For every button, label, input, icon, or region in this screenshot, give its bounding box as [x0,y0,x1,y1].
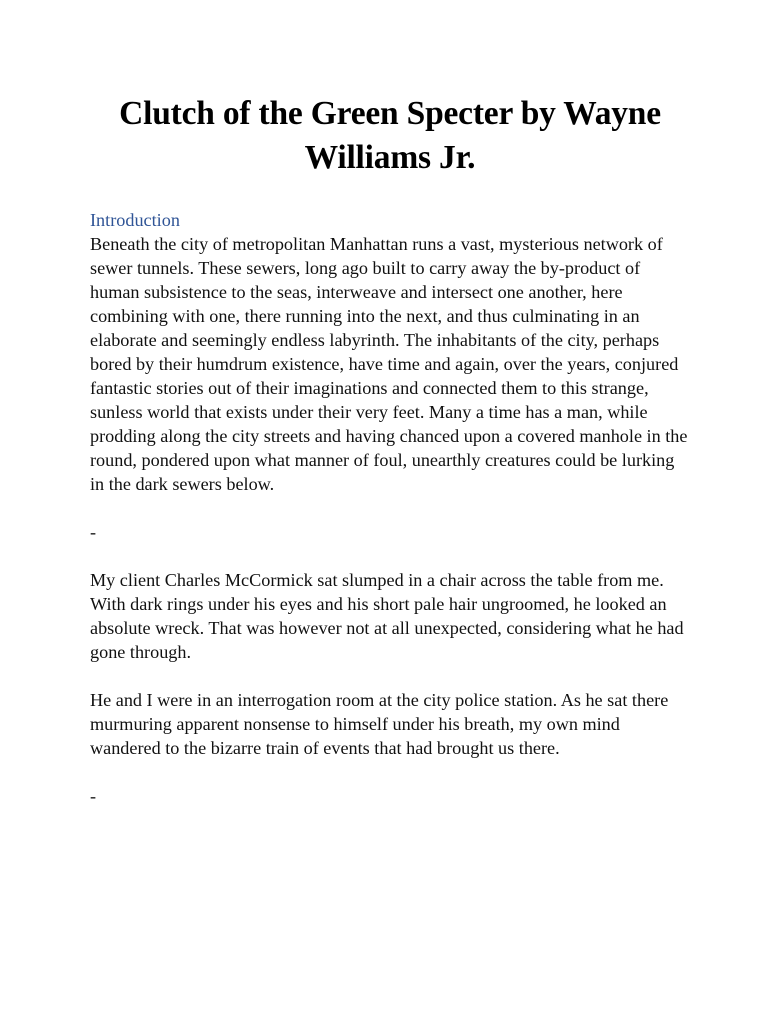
spacer [90,760,690,784]
spacer [90,496,690,520]
section-heading-introduction: Introduction [90,210,180,230]
document-title: Clutch of the Green Specter by Wayne Williams Jr. [119,95,661,176]
document-page [90,92,690,808]
scene-divider-2: - [90,786,97,806]
scene-divider-1: - [90,522,97,542]
story-paragraph-2: He and I were in an interrogation room at the city police station. As he sat there murmuring apparent nonsense to himself under his breath, my own mind wandered to the bizarre train of events that had brought us there. [90,690,669,758]
story-paragraph-1: My client Charles McCormick sat slumped in a chair across the table from me. With dark rings under his eyes and his short pale hair ungroomed, he looked an absolute wreck. That was however not at all unexpected, considering what he had gone through. [90,570,684,662]
intro-paragraph: Beneath the city of metropolitan Manhattan runs a vast, mysterious network of sewer tunnels. These sewers, long ago built to carry away the by-product of human subsistence to the seas, interweave and intersect one another, here combining with one, there running into the next, and thus culminating in an elaborate and seemingly endless labyrinth. The inhabitants of the city, perhaps bored by their humdrum existence, have time and again, over the years, conjured fantastic stories out of their imaginations and connected them to this strange, sunless world that exists under their very feet. Many a time has a man, while prodding along the city streets and having chanced upon a covered manhole in the round, pondered upon what manner of foul, unearthly creatures could be lurking in the dark sewers below. [90,234,688,494]
spacer [90,544,690,568]
spacer [90,664,690,688]
